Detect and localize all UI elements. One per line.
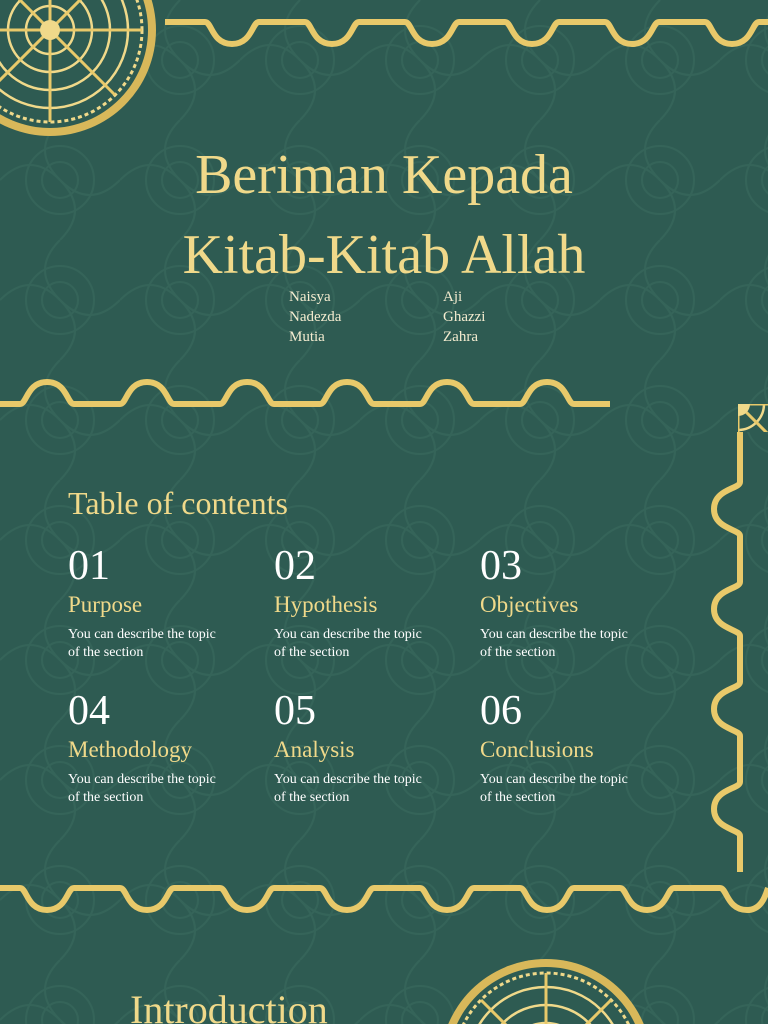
toc-heading: Table of contents <box>68 485 288 521</box>
toc-description: You can describe the topic of the section <box>274 627 422 660</box>
toc-description: You can describe the topic of the section <box>480 627 628 660</box>
toc-title: Objectives <box>480 592 579 617</box>
author-name: Aji <box>443 289 463 305</box>
author-name: Nadezda <box>289 309 342 325</box>
toc-title: Conclusions <box>480 737 594 762</box>
mandala-ornament-icon <box>0 0 160 140</box>
toc-description: You can describe the topic of the section <box>68 627 216 660</box>
introduction-heading: Introduction <box>130 987 328 1024</box>
toc-item-05 <box>274 688 454 807</box>
toc-title: Purpose <box>68 592 143 617</box>
toc-number: 02 <box>274 543 316 589</box>
toc-number: 04 <box>68 688 110 734</box>
toc-number: 03 <box>480 543 522 589</box>
toc-item-04 <box>68 688 248 807</box>
slide3-top-arch-border <box>0 870 768 930</box>
slide-title <box>0 135 768 295</box>
authors-right <box>443 287 485 347</box>
title-line-1: Beriman Kepada <box>195 144 573 206</box>
toc-description: You can describe the topic of the section <box>274 772 422 805</box>
mandala-ornament-icon <box>436 955 656 1024</box>
author-name: Mutia <box>289 329 325 345</box>
toc-item-02 <box>274 543 454 662</box>
slide2-right-arch-border <box>700 432 768 872</box>
toc-item-06 <box>480 688 660 807</box>
toc-item-03 <box>480 543 660 662</box>
toc-number: 06 <box>480 688 522 734</box>
toc-number: 01 <box>68 543 110 589</box>
authors-left <box>289 287 341 347</box>
title-line-2: Kitab-Kitab Allah <box>182 224 586 286</box>
toc-title: Analysis <box>274 737 355 762</box>
toc-item-01 <box>68 543 248 662</box>
toc-title: Methodology <box>68 737 192 762</box>
toc-number: 05 <box>274 688 316 734</box>
author-name: Zahra <box>443 329 478 345</box>
author-name: Ghazzi <box>443 309 486 325</box>
toc-title: Hypothesis <box>274 592 378 617</box>
toc-description: You can describe the topic of the section <box>68 772 216 805</box>
slide1-bottom-arch-border <box>0 370 768 420</box>
author-name: Naisya <box>289 289 331 305</box>
toc-description: You can describe the topic of the section <box>480 772 628 805</box>
